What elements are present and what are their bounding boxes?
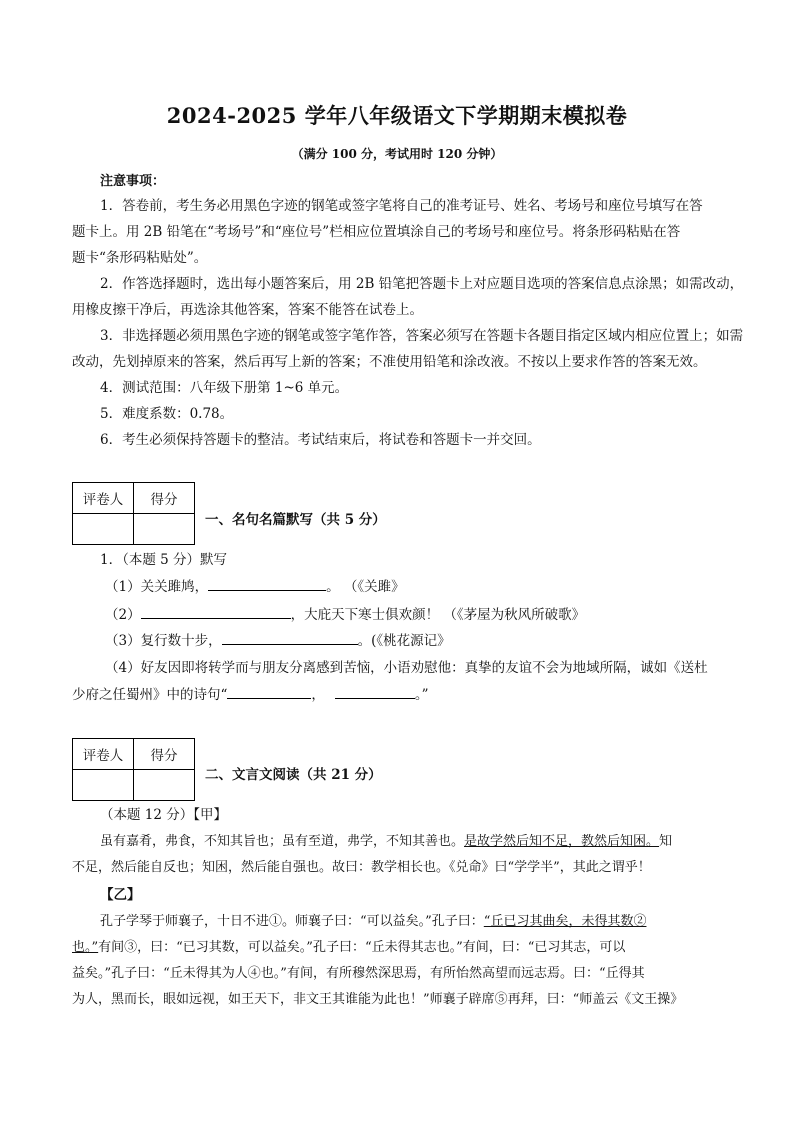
passage-text: 孔子学琴于师襄子，十日不进①。师襄子曰：“可以益矣。”孔子曰： (100, 914, 484, 929)
underlined-sentence: “丘已习其曲矣，未得其数② (483, 914, 647, 929)
notice-line: 2．作答选择题时，选出每小题答案后，用 2B 铅笔把答题卡上对应题目选项的答案信息点涂黑；如需改动， (100, 276, 744, 292)
page-title: 2024-2025 学年八年级语文下学期期末模拟卷 (166, 103, 628, 128)
notice-line: 改动，先划掉原来的答案，然后再写上新的答案；不准使用铅笔和涂改液。不按以上要求作答的答案无效。 (72, 354, 707, 370)
score-box-reviewer-cell[interactable] (73, 514, 134, 545)
page-subtitle: （满分 100 分，考试用时 120 分钟） (291, 147, 503, 161)
notice-line: 题卡上。用 2B 铅笔在“考场号”和“座位号”栏相应位置填涂自己的考场号和座位号。将条形码粘贴在答 (72, 224, 681, 240)
item-text: （3）复行数十步， (105, 633, 222, 649)
passage-text: 有间③，曰：“已习其数，可以益矣。”孔子曰：“丘未得其志也。”有间，曰：“已习其志，可以 (98, 940, 626, 955)
item-text: 。” (414, 687, 429, 703)
score-box-section1 (72, 482, 195, 545)
section1-title: 一、名句名篇默写（共 5 分） (205, 512, 386, 528)
passage-yi-line: 益矣。”孔子曰：“丘未得其为人④也。”有间，有所穆然深思焉，有所怡然高望而远志焉。曰：“丘得其 (72, 966, 645, 981)
question1-item-4-line1: （4）好友因即将转学而与朋友分离感到苦恼，小语劝慰他：真挚的友谊不会为地域所隔，诚如《送杜 (105, 660, 708, 676)
score-box-score-label: 得分 (134, 739, 195, 770)
passage-yi-line: 为人，黑而长，眼如远视，如王天下，非文王其谁能为此也！”师襄子辟席⑤再拜，曰：“师盖云《文王操》 (72, 992, 684, 1007)
question1-item-2 (105, 604, 585, 625)
notice-line: 4．测试范围：八年级下册第 1~6 单元。 (100, 380, 349, 396)
score-box-score-label: 得分 (134, 483, 195, 514)
notice-line: 用橡皮擦干净后，再选涂其他答案，答案不能答在试卷上。 (72, 302, 423, 318)
score-box-reviewer-cell[interactable] (73, 770, 134, 801)
notice-line: 题卡“条形码粘贴处”。 (72, 250, 208, 266)
question1-intro: 1．（本题 5 分）默写 (100, 552, 228, 568)
passage-yi-label: 【乙】 (100, 887, 141, 903)
notice-line: 6．考生必须保持答题卡的整洁。考试结束后，将试卷和答题卡一并交回。 (100, 432, 541, 448)
notice-heading: 注意事项： (100, 174, 166, 189)
passage-yi-line (72, 938, 724, 958)
notice-line: 3．非选择题必须用黑色字迹的钢笔或签字笔作答，答案必须写在答题卡各题目指定区域内相应位置上；如需 (100, 328, 744, 344)
item-text: （1）关关雎鸠， (105, 579, 209, 595)
question1-item-3 (105, 630, 451, 651)
item-text: ， (311, 687, 325, 703)
passage-text: 知 (659, 834, 673, 849)
item-text: （2） (105, 607, 141, 623)
notice-line: 1．答卷前，考生务必用黑色字迹的钢笔或签字笔将自己的准考证号、姓名、考场号和座位号填写在答 (100, 198, 703, 214)
question1-item-1 (105, 576, 405, 597)
answer-blank[interactable] (141, 604, 291, 619)
answer-blank[interactable] (335, 684, 415, 699)
item-text: 。 （《关雎》 (326, 579, 405, 595)
score-box-reviewer-label: 评卷人 (73, 483, 134, 514)
answer-blank[interactable] (222, 630, 358, 645)
score-box-score-cell[interactable] (134, 770, 195, 801)
passage-text: 虽有嘉肴，弗食，不知其旨也；虽有至道，弗学，不知其善也。 (100, 834, 465, 849)
passage-jia-line (100, 832, 724, 852)
underlined-sentence: 是故学然后知不足，教然后知困。 (464, 834, 660, 849)
item-text: ，大庇天下寒士俱欢颜！ （《茅屋为秋风所破歌》 (290, 607, 586, 623)
passage-yi-line (100, 912, 724, 932)
question1-item-4-line2 (72, 684, 429, 705)
section2-title: 二、文言文阅读（共 21 分） (205, 767, 382, 783)
underlined-sentence: 也。” (72, 940, 99, 955)
item-text: 。(《桃花源记》 (357, 633, 451, 649)
score-box-section2 (72, 738, 195, 801)
answer-blank[interactable] (208, 576, 326, 591)
score-box-score-cell[interactable] (134, 514, 195, 545)
notice-line: 5．难度系数：0.78。 (100, 406, 234, 422)
answer-blank[interactable] (227, 684, 311, 699)
score-box-reviewer-label: 评卷人 (73, 739, 134, 770)
passage-jia-line: 不足，然后能自反也；知困，然后能自强也。故曰：教学相长也。《兑命》曰“学学半”，其此之谓乎！ (72, 860, 651, 875)
question2-intro: （本题 12 分）【甲】 (100, 807, 228, 823)
item-text: 少府之任蜀州》中的诗句“ (72, 687, 228, 703)
